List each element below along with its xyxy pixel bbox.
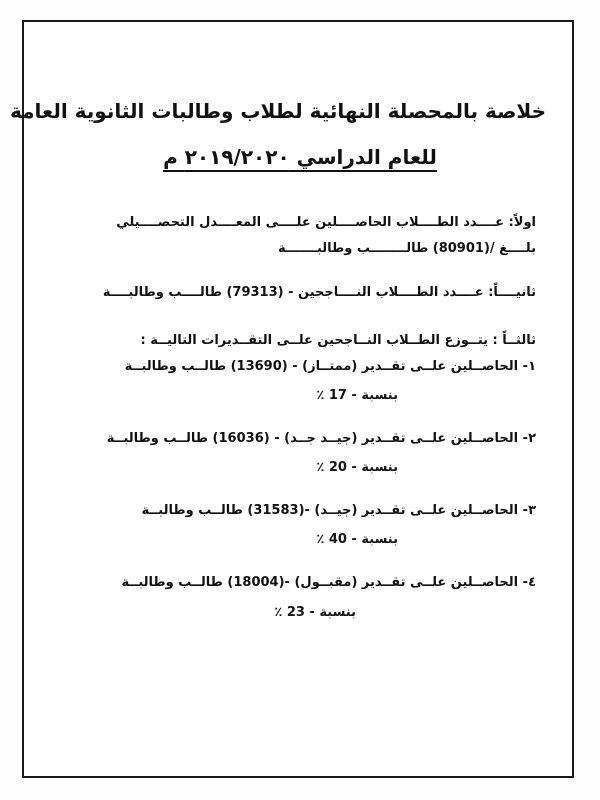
grade-percent-very-good: بنسبة - 20 ٪ <box>316 460 398 475</box>
second-item: ثانيــــاً: عــــدد الطــــلاب النــــاجحين - (79313) طالــــب وطالبــــة <box>102 285 536 300</box>
document-body <box>10 22 576 780</box>
grade-item-very-good: ٢- الحاصــلين علــى تقــدير (جيــد جــد) - (16036) طالــب وطالبــة <box>106 431 536 446</box>
grade-item-good: ٣- الحاصــلين علــى تقــدير (جيــد) -(31583) طالــب وطالبــة <box>141 503 536 518</box>
document-subtitle-year: للعام الدراسي ٢٠١٩/٢٠٢٠ م <box>163 145 437 169</box>
first-item-line2: بلــــغ /(80901) طالــــــــب وطالبـــــــة <box>278 241 536 256</box>
grade-item-excellent: ١- الحاصــلين علــى تقــدير (ممتــاز) - (13690) طالــب وطالبــة <box>124 359 536 374</box>
third-heading: ثالثــاً : يتــوزع الطــلاب النــاجحين علــى التقــديرات التاليــة : <box>140 333 536 348</box>
document-title: خلاصة بالمحصلة النهائية لطلاب وطالبات الثانوية العامة <box>10 99 546 123</box>
grade-item-pass: ٤- الحاصــلين علــى تقــدير (مقبــول) -(18004) طالــب وطالبــة <box>121 575 536 590</box>
first-item-line1: اولاً: عــــدد الطــــلاب الحاصــــلين علــــى المعــــدل التحصــــيلي <box>116 215 536 230</box>
grade-percent-pass: بنسبة - 23 ٪ <box>274 605 356 620</box>
grade-percent-excellent: بنسبة - 17 ٪ <box>316 388 398 403</box>
document-page <box>10 20 574 778</box>
grade-percent-good: بنسبة - 40 ٪ <box>316 532 398 547</box>
